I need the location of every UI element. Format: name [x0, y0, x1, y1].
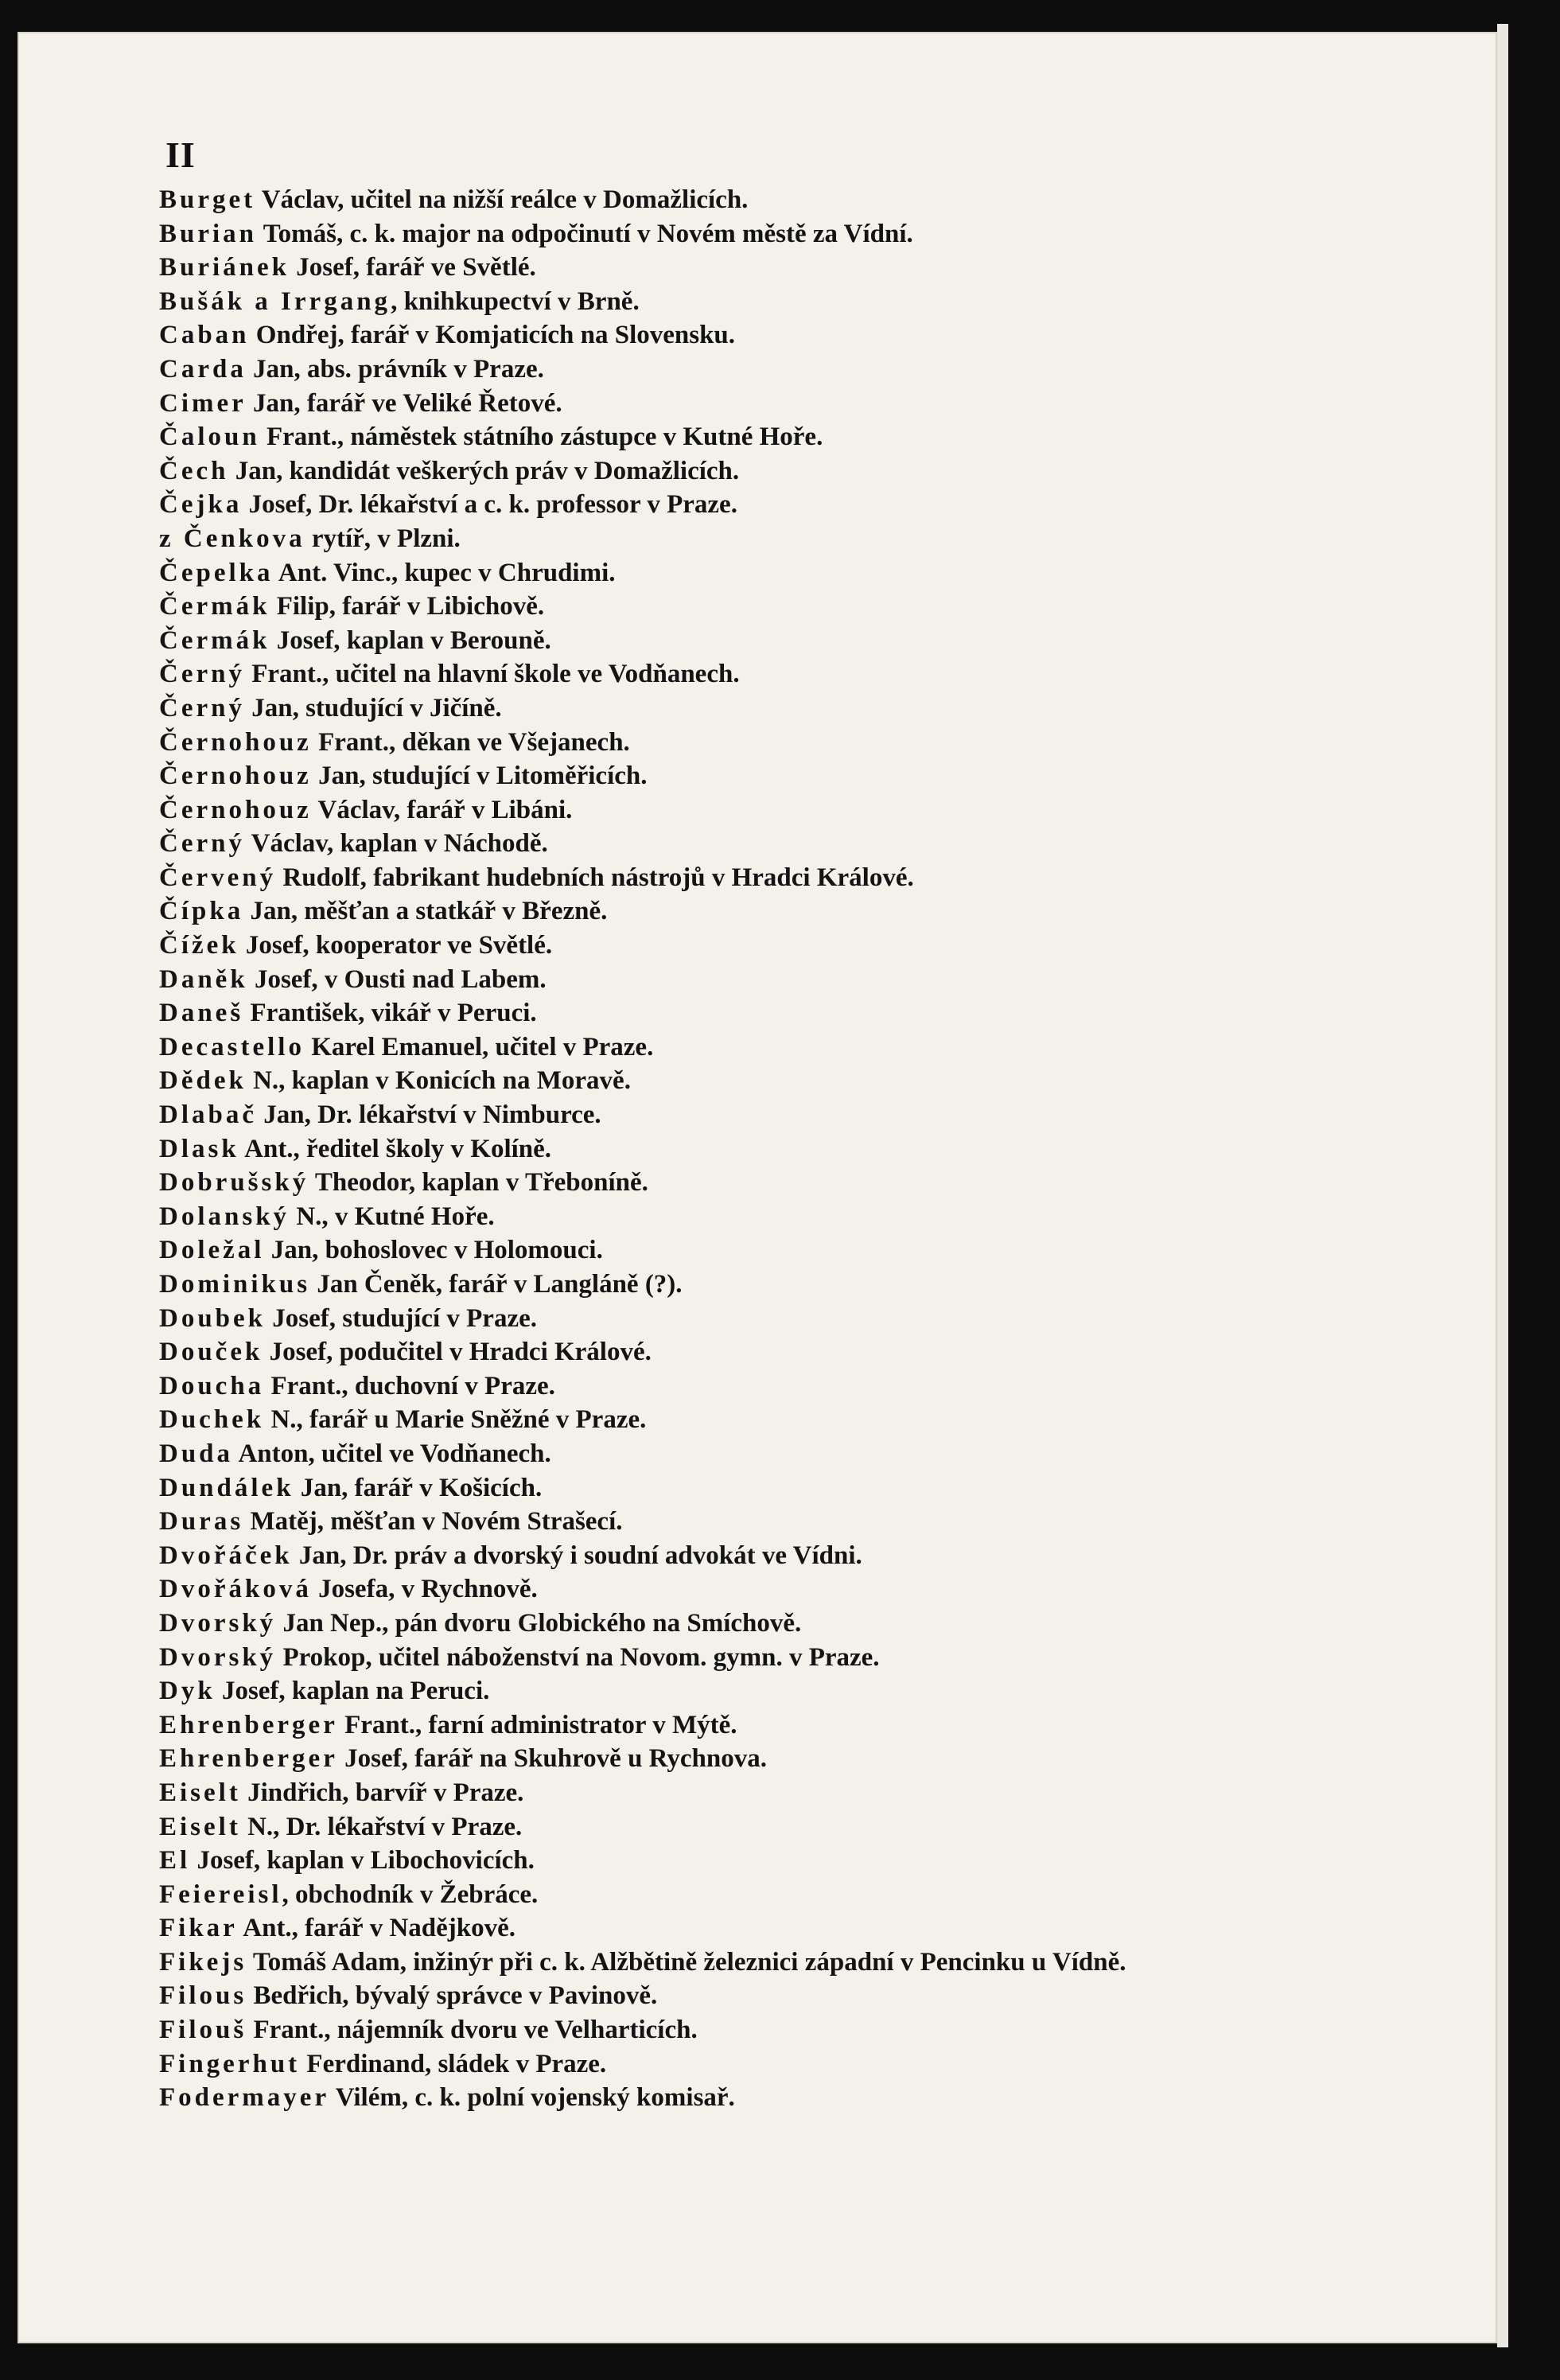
- list-item: [159, 1132, 1464, 1167]
- entry-surname: Dundálek: [159, 1473, 294, 1502]
- entry-surname: Doležal: [159, 1236, 265, 1265]
- list-item: [159, 1641, 1464, 1675]
- list-item: [159, 1844, 1464, 1878]
- entry-surname: Fingerhut: [159, 2049, 301, 2078]
- list-item: [159, 1776, 1464, 1810]
- entry-details: Ferdinand, sládek v Praze.: [300, 2049, 607, 2078]
- entry-surname: Černohouz: [159, 727, 312, 757]
- entry-details: Josef, kaplan v Berouně.: [270, 625, 551, 655]
- list-item: [159, 861, 1464, 895]
- entry-surname: Feiereisl: [159, 1879, 282, 1909]
- entry-surname: El: [159, 1846, 191, 1876]
- list-item: [159, 387, 1464, 421]
- entry-details: Václav, učitel na nižší reálce v Domažlicích.: [255, 185, 749, 214]
- entry-details: Josef, kooperator ve Světlé.: [239, 931, 553, 960]
- entry-surname: Bušák a Irrgang: [159, 286, 391, 316]
- entry-details: Jan, Dr. práv a dvorský i soudní advokát ve Vídni.: [292, 1541, 862, 1570]
- list-item: [159, 1505, 1464, 1539]
- entry-surname: Dědek: [159, 1066, 247, 1096]
- entry-surname: Dobrušský: [159, 1168, 309, 1198]
- entry-details: Jan, měšťan a statkář v Březně.: [243, 897, 608, 926]
- entry-surname: Fodermayer: [159, 2083, 330, 2113]
- entry-details: Josef, farář na Skuhrově u Rychnova.: [337, 1744, 767, 1774]
- list-item: [159, 1471, 1464, 1506]
- list-item: [159, 1200, 1464, 1234]
- entry-details: N., kaplan v Konicích na Moravě.: [246, 1066, 631, 1096]
- entry-details: Václav, kaplan v Náchodě.: [244, 829, 548, 859]
- entry-surname: Dvořáček: [159, 1541, 293, 1570]
- entry-details: Karel Emanuel, učitel v Praze.: [304, 1032, 654, 1061]
- list-item: [159, 1572, 1464, 1607]
- entry-details: Josef, farář ve Světlé.: [290, 253, 536, 282]
- entry-details: Jan Nep., pán dvoru Globického na Smíchově.: [276, 1608, 802, 1638]
- list-item: [159, 1708, 1464, 1743]
- entry-surname: Čípka: [159, 897, 244, 926]
- entry-surname: Eiselt: [159, 1778, 241, 1807]
- list-item: [159, 624, 1464, 658]
- list-item: [159, 454, 1464, 489]
- entry-surname: Duras: [159, 1507, 244, 1537]
- list-item: [159, 929, 1464, 963]
- entry-details: Tomáš Adam, inžinýr při c. k. Alžbětině železnici západní v Pencinku u Vídně.: [247, 1947, 1126, 1977]
- entry-surname: Fikar: [159, 1914, 238, 1943]
- list-item: [159, 1064, 1464, 1098]
- entry-surname: Dlabač: [159, 1100, 257, 1130]
- entry-details: Rudolf, fabrikant hudebních nástrojů v Hradci Králové.: [276, 863, 914, 892]
- entry-details: Josef, kaplan v Libochovicích.: [190, 1846, 535, 1876]
- entry-surname: Dolanský: [159, 1202, 290, 1231]
- entry-surname: Eiselt: [159, 1812, 241, 1841]
- entry-surname: Daneš: [159, 999, 244, 1028]
- list-item: [159, 996, 1464, 1030]
- entry-details: Frant., děkan ve Všejanech.: [311, 727, 630, 757]
- entry-surname: Čejka: [159, 490, 243, 520]
- entry-surname: Burget: [159, 185, 256, 214]
- entry-surname: Decastello: [159, 1032, 305, 1061]
- entry-details: Frant., duchovní v Praze.: [264, 1371, 555, 1400]
- entry-surname: Cimer: [159, 388, 247, 418]
- entry-surname: Filouš: [159, 2016, 247, 2045]
- entry-details: Josef, podučitel v Hradci Králové.: [263, 1338, 652, 1367]
- entry-surname: Černý: [159, 829, 245, 859]
- list-item: [159, 1539, 1464, 1573]
- list-item: [159, 1369, 1464, 1404]
- entry-details: Vilém, c. k. polní vojenský komisař.: [329, 2083, 735, 2113]
- entry-surname: Buriánek: [159, 253, 290, 282]
- entry-details: Jan Čeněk, farář v Langláně (?).: [310, 1270, 683, 1299]
- list-item: [159, 827, 1464, 861]
- list-item: [159, 1302, 1464, 1336]
- entry-details: Jan, kandidát veškerých práv v Domažlicích.: [228, 456, 740, 485]
- entry-details: Jan, studující v Jičíně.: [244, 693, 502, 723]
- list-item: [159, 488, 1464, 522]
- entry-surname: Fikejs: [159, 1947, 247, 1977]
- list-item: [159, 657, 1464, 691]
- entry-details: Frant., učitel na hlavní škole ve Vodňanech.: [244, 660, 740, 689]
- entry-details: , obchodník v Žebráce.: [282, 1879, 539, 1909]
- entry-surname: Doubek: [159, 1303, 266, 1333]
- entry-details: Jan, Dr. lékařství v Nimburce.: [257, 1100, 601, 1130]
- entry-details: Josef, studující v Praze.: [266, 1303, 537, 1333]
- subscriber-list: [159, 183, 1464, 2115]
- entry-details: Jan, farář v Košicích.: [294, 1473, 543, 1502]
- entry-surname: Douček: [159, 1338, 263, 1367]
- list-item: [159, 1268, 1464, 1302]
- list-item: [159, 1403, 1464, 1437]
- page-number: II: [165, 134, 196, 175]
- entry-surname: Ehrenberger: [159, 1710, 338, 1739]
- entry-details: Ant., farář v Nadějkově.: [237, 1914, 516, 1943]
- page-edge: [1497, 24, 1508, 2347]
- entry-surname: Burian: [159, 219, 258, 248]
- list-item: [159, 1674, 1464, 1708]
- entry-surname: Duda: [159, 1439, 234, 1468]
- entry-surname: Dvorský: [159, 1608, 277, 1638]
- list-item: [159, 2013, 1464, 2047]
- entry-surname: Černý: [159, 693, 245, 723]
- list-item: [159, 1946, 1464, 1980]
- list-item: [159, 251, 1464, 285]
- list-item: [159, 1166, 1464, 1200]
- entry-details: Filip, farář v Libichově.: [270, 592, 545, 621]
- list-item: [159, 963, 1464, 997]
- list-item: [159, 318, 1464, 353]
- list-item: [159, 217, 1464, 251]
- entry-details: rytíř, v Plzni.: [305, 524, 461, 553]
- entry-surname: Dvorský: [159, 1642, 277, 1672]
- list-item: [159, 793, 1464, 828]
- list-item: [159, 1030, 1464, 1065]
- list-item: [159, 1742, 1464, 1776]
- entry-surname: Červený: [159, 863, 277, 892]
- entry-details: Jan, farář ve Veliké Řetové.: [246, 388, 562, 418]
- list-item: [159, 285, 1464, 319]
- entry-surname: Černohouz: [159, 795, 312, 824]
- entry-details: Matěj, měšťan v Novém Strašecí.: [243, 1507, 623, 1537]
- entry-details: Ant., ředitel školy v Kolíně.: [239, 1134, 552, 1163]
- entry-details: Josef, v Ousti nad Labem.: [247, 964, 547, 994]
- entry-details: Josef, kaplan na Peruci.: [215, 1677, 490, 1706]
- entry-details: Ondřej, farář v Komjaticích na Slovensku.: [249, 321, 736, 350]
- entry-details: Jan, abs. právník v Praze.: [246, 354, 544, 384]
- entry-details: N., Dr. lékařství v Praze.: [240, 1812, 523, 1841]
- entry-details: Josef, Dr. lékařství a c. k. professor v Praze.: [242, 490, 737, 520]
- entry-details: Josefa, v Rychnově.: [311, 1575, 538, 1604]
- entry-details: Theodor, kaplan v Třeboníně.: [309, 1168, 648, 1198]
- entry-surname: Doucha: [159, 1371, 265, 1400]
- entry-details: Jindřich, barvíř v Praze.: [240, 1778, 524, 1807]
- list-item: [159, 1098, 1464, 1132]
- list-item: [159, 2047, 1464, 2082]
- list-item: [159, 1335, 1464, 1369]
- list-item: [159, 1607, 1464, 1641]
- entry-surname: Ehrenberger: [159, 1744, 338, 1774]
- list-item: [159, 1878, 1464, 1912]
- entry-details: Václav, farář v Libáni.: [311, 795, 573, 824]
- list-item: [159, 556, 1464, 590]
- list-item: [159, 894, 1464, 929]
- list-item: [159, 2081, 1464, 2115]
- list-item: [159, 759, 1464, 793]
- entry-surname: Dyk: [159, 1677, 216, 1706]
- entry-surname: Čermák: [159, 625, 270, 655]
- list-item: [159, 1810, 1464, 1844]
- entry-surname: Carda: [159, 354, 247, 384]
- entry-surname: Dlask: [159, 1134, 239, 1163]
- list-item: [159, 1437, 1464, 1471]
- entry-surname: Dominikus: [159, 1270, 311, 1299]
- entry-surname: Caban: [159, 321, 250, 350]
- entry-surname: Čepelka: [159, 558, 274, 587]
- entry-surname: Černý: [159, 660, 245, 689]
- entry-details: František, vikář v Peruci.: [243, 999, 537, 1028]
- entry-surname: Čech: [159, 456, 229, 485]
- entry-details: Tomáš, c. k. major na odpočinutí v Novém městě za Vídní.: [257, 219, 913, 248]
- list-item: [159, 353, 1464, 387]
- entry-surname: Černohouz: [159, 762, 312, 791]
- list-item: [159, 420, 1464, 454]
- list-item: [159, 1233, 1464, 1268]
- entry-surname: Filous: [159, 1981, 247, 2011]
- entry-surname: Duchek: [159, 1405, 265, 1435]
- entry-details: Frant., farní administrator v Mýtě.: [337, 1710, 737, 1739]
- entry-details: N., v Kutné Hoře.: [290, 1202, 495, 1231]
- entry-surname: Daněk: [159, 964, 248, 994]
- list-item: [159, 691, 1464, 726]
- list-item: [159, 726, 1464, 760]
- list-item: [159, 183, 1464, 217]
- entry-details: , knihkupectví v Brně.: [391, 286, 640, 316]
- entry-details: Ant. Vinc., kupec v Chrudimi.: [273, 558, 616, 587]
- entry-surname: Dvořáková: [159, 1575, 312, 1604]
- entry-details: Frant., náměstek státního zástupce v Kutné Hoře.: [259, 423, 823, 452]
- list-item: [159, 1911, 1464, 1946]
- list-item: [159, 590, 1464, 624]
- entry-surname: z Čenkova: [159, 524, 305, 553]
- list-item: [159, 522, 1464, 556]
- entry-details: Bedřich, bývalý správce v Pavinově.: [247, 1981, 658, 2011]
- entry-surname: Čaloun: [159, 423, 260, 452]
- entry-surname: Čížek: [159, 931, 239, 960]
- entry-details: Jan, bohoslovec v Holomouci.: [264, 1236, 603, 1265]
- entry-details: Anton, učitel ve Vodňanech.: [233, 1439, 551, 1468]
- entry-details: Jan, studující v Litoměřicích.: [311, 762, 648, 791]
- list-item: [159, 1979, 1464, 2013]
- entry-details: Prokop, učitel náboženství na Novom. gymn. v Praze.: [276, 1642, 880, 1672]
- entry-details: N., farář u Marie Sněžné v Praze.: [264, 1405, 647, 1435]
- entry-details: Frant., nájemník dvoru ve Velharticích.: [247, 2016, 698, 2045]
- entry-surname: Čermák: [159, 592, 270, 621]
